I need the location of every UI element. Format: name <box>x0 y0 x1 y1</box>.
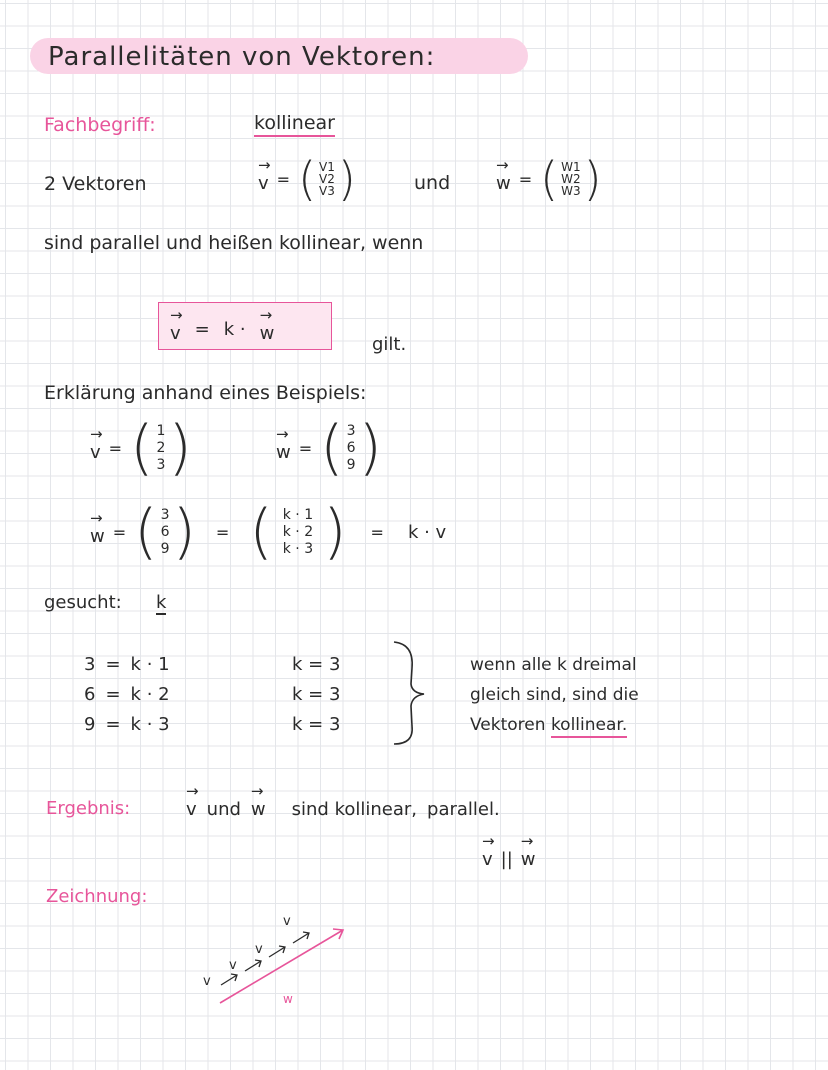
vector-drawing <box>195 905 355 1010</box>
formula-v: → v <box>170 314 181 344</box>
condition-text: sind parallel und heißen kollinear, wenn <box>44 232 424 254</box>
page-title: Parallelitäten von Vektoren: <box>48 42 436 72</box>
eq-w-value-1: 3 <box>160 506 170 523</box>
parallel-w: → w <box>521 840 536 870</box>
note-line-1: wenn alle k dreimal <box>470 655 637 675</box>
note-text <box>470 650 639 740</box>
example-w-value-2: 6 <box>346 439 356 456</box>
equation-row-3: 9 = k · 3 <box>84 714 170 735</box>
vector-w-matrix: ( W1 W2 W3 ) <box>540 152 602 206</box>
collinearity-formula <box>170 314 274 344</box>
w-component-3: W3 <box>561 184 581 198</box>
drawing-v-label-3: v <box>255 942 263 957</box>
zeichnung-label: Zeichnung: <box>46 886 148 907</box>
example-v-value-1: 1 <box>156 422 166 439</box>
curly-brace <box>390 638 430 748</box>
example-v-value-2: 2 <box>156 439 166 456</box>
eq-w-value-2: 6 <box>160 523 170 540</box>
example-w-symbol: → w <box>276 433 291 463</box>
k-product-3: k · 3 <box>282 540 314 557</box>
eq-w-symbol: → w <box>90 517 105 547</box>
equations-results <box>292 650 340 740</box>
ergebnis-parallel: parallel. <box>427 799 500 820</box>
example-w: → w = ( 3 6 9 ) <box>276 418 382 478</box>
ergebnis-w: → w <box>251 790 266 820</box>
w-component-1: W1 <box>561 160 581 174</box>
ergebnis-label: Ergebnis: <box>46 798 131 819</box>
drawing-v-label-1: v <box>203 974 211 989</box>
example-w-value-3: 9 <box>346 456 356 473</box>
v-component-1: V1 <box>319 160 335 174</box>
note-kollinear: kollinear. <box>551 715 627 738</box>
k-product-1: k · 1 <box>282 506 314 523</box>
gesucht-value: k <box>156 592 167 613</box>
ergebnis-text <box>186 790 500 820</box>
note-line-3: Vektoren kollinear. <box>470 710 639 740</box>
w-component-2: W2 <box>561 172 581 186</box>
vector-v-symbol: → v <box>258 164 269 194</box>
vector-v-definition: → v = ( V1 V2 V3 ) <box>258 156 356 202</box>
ergebnis-und: und <box>206 799 241 820</box>
formula-equals: = <box>194 318 210 340</box>
vector-w-symbol: → w <box>496 164 511 194</box>
vector-v-matrix: ( V1 V2 V3 ) <box>298 152 356 206</box>
parallel-notation <box>482 840 536 870</box>
formula-w: → w <box>260 314 275 344</box>
vector-w-definition: → w = ( W1 W2 W3 ) <box>496 156 602 202</box>
ergebnis-v: → v <box>186 790 197 820</box>
k-times-v: k · v <box>407 521 447 543</box>
drawing-v-label-2: v <box>229 958 237 973</box>
und-text: und <box>414 172 451 194</box>
w-equals-kv-equation: → w = ( 3 6 9 ) = ( k · 1 k · 2 k · 3 ) = k · v <box>90 502 446 562</box>
gilt-text: gilt. <box>372 334 407 355</box>
example-w-value-1: 3 <box>346 422 356 439</box>
equation-row-1: 3 = k · 1 <box>84 654 170 675</box>
result-row-1: k = 3 <box>292 654 341 675</box>
example-v-symbol: → v <box>90 433 101 463</box>
gesucht-label: gesucht: <box>44 592 122 613</box>
parallel-symbol: || <box>500 849 513 870</box>
example-v: → v = ( 1 2 3 ) <box>90 418 192 478</box>
result-row-3: k = 3 <box>292 714 341 735</box>
fachbegriff-label: Fachbegriff: <box>44 114 156 136</box>
example-heading: Erklärung anhand eines Beispiels: <box>44 382 367 404</box>
example-v-value-3: 3 <box>156 456 166 473</box>
v-component-3: V3 <box>319 184 335 198</box>
v-component-2: V2 <box>319 172 335 186</box>
k-product-2: k · 2 <box>282 523 314 540</box>
result-row-2: k = 3 <box>292 684 341 705</box>
equation-row-2: 6 = k · 2 <box>84 684 170 705</box>
equations-left <box>84 650 170 740</box>
drawing-v-label-4: v <box>283 914 291 929</box>
fachbegriff-value: kollinear <box>254 112 335 137</box>
parallel-v: → v <box>482 840 493 870</box>
eq-w-value-3: 9 <box>160 540 170 557</box>
drawing-w-label: w <box>283 992 293 1006</box>
formula-k: k · <box>223 318 246 340</box>
note-line-2: gleich sind, sind die <box>470 685 639 705</box>
ergebnis-rest: sind kollinear, <box>291 799 418 820</box>
zwei-vektoren-text: 2 Vektoren <box>44 173 147 195</box>
